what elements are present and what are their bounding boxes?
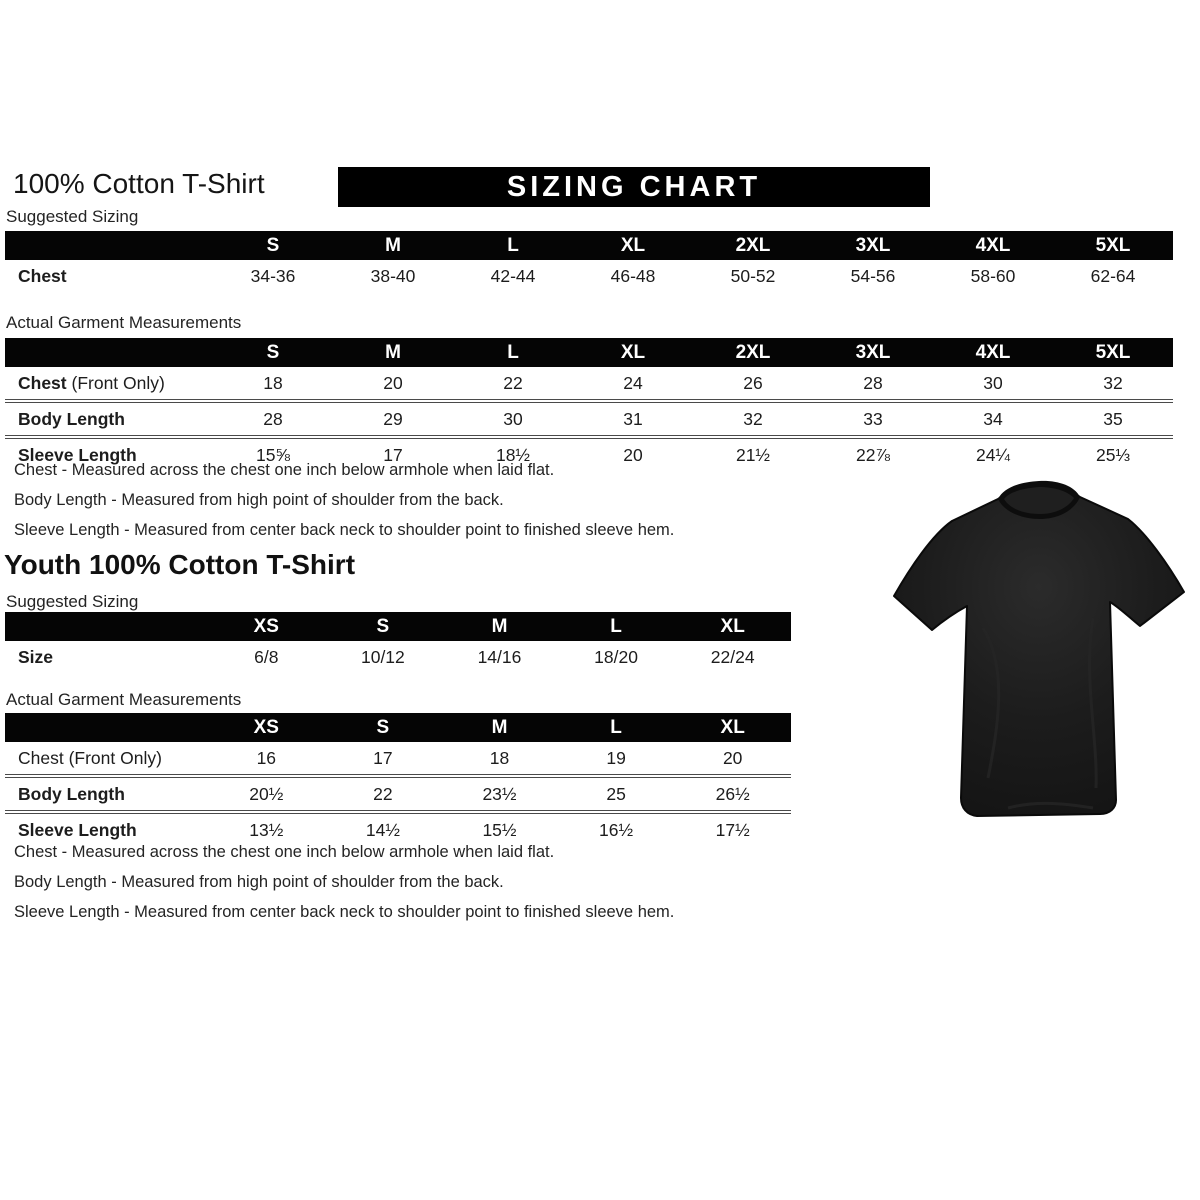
size-value: 24¼ bbox=[975, 444, 1011, 465]
size-value: 20½ bbox=[208, 776, 325, 812]
column-header-3xl: 3XL bbox=[813, 338, 933, 367]
row-label: Sleeve Length bbox=[18, 819, 137, 840]
column-header-m: M bbox=[333, 338, 453, 367]
size-value: 20 bbox=[333, 367, 453, 401]
table-row bbox=[5, 401, 1173, 437]
column-header-s: S bbox=[325, 713, 442, 742]
size-value: 58-60 bbox=[970, 265, 1016, 286]
column-header-2xl: 2XL bbox=[693, 338, 813, 367]
note-sleeve-length: Sleeve Length - Measured from center back neck to shoulder point to finished sleeve hem. bbox=[14, 903, 675, 921]
table-row bbox=[5, 260, 1173, 292]
size-value: 30 bbox=[933, 367, 1053, 401]
size-value: 29 bbox=[333, 401, 453, 437]
size-table bbox=[5, 338, 1173, 471]
size-value: 26½ bbox=[674, 776, 791, 812]
column-header-s: S bbox=[213, 338, 333, 367]
size-value: 17 bbox=[383, 444, 403, 465]
size-value: 31 bbox=[573, 401, 693, 437]
column-header-5xl: 5XL bbox=[1053, 231, 1173, 260]
table-row bbox=[5, 776, 791, 812]
size-value: 22 bbox=[325, 776, 442, 812]
size-value: 18 bbox=[213, 367, 333, 401]
row-label: Chest bbox=[18, 265, 67, 286]
size-value: 18/20 bbox=[594, 646, 638, 667]
size-value: 25 bbox=[558, 776, 675, 812]
tshirt-image bbox=[888, 476, 1190, 832]
note-body-length: Body Length - Measured from high point of shoulder from the back. bbox=[14, 873, 504, 891]
size-value: 30 bbox=[453, 401, 573, 437]
size-table bbox=[5, 713, 791, 846]
column-header-xs: XS bbox=[208, 713, 325, 742]
youth-suggested-sizing-table bbox=[5, 612, 791, 673]
size-value: 18 bbox=[441, 742, 558, 776]
youth-actual-measurements-label: Actual Garment Measurements bbox=[6, 690, 242, 709]
black-tshirt-photo bbox=[888, 476, 1190, 832]
table-header-row bbox=[5, 231, 1173, 260]
table-header-row bbox=[5, 612, 791, 641]
table-header-spacer bbox=[5, 612, 208, 641]
tshirt-body bbox=[894, 489, 1184, 816]
adult-actual-measurements-label: Actual Garment Measurements bbox=[6, 313, 242, 332]
column-header-m: M bbox=[441, 713, 558, 742]
column-header-2xl: 2XL bbox=[693, 231, 813, 260]
column-header-xs: XS bbox=[208, 612, 325, 641]
column-header-4xl: 4XL bbox=[933, 338, 1053, 367]
table-row bbox=[5, 812, 791, 846]
row-label: Sleeve Length bbox=[18, 444, 137, 465]
size-value: 22⅞ bbox=[855, 444, 891, 465]
column-header-xl: XL bbox=[674, 713, 791, 742]
size-value: 46-48 bbox=[610, 265, 656, 286]
column-header-xl: XL bbox=[674, 612, 791, 641]
adult-suggested-sizing-table bbox=[5, 231, 1173, 292]
size-table bbox=[5, 231, 1173, 292]
size-value: 50-52 bbox=[730, 265, 776, 286]
size-value: 17½ bbox=[715, 819, 750, 840]
column-header-xl: XL bbox=[573, 338, 693, 367]
youth-suggested-sizing-label: Suggested Sizing bbox=[6, 592, 139, 611]
row-label: Chest (Front Only) bbox=[5, 367, 213, 401]
sizing-chart-banner: SIZING CHART bbox=[338, 167, 930, 207]
size-value: 21½ bbox=[735, 444, 771, 465]
size-value: 19 bbox=[558, 742, 675, 776]
column-header-m: M bbox=[441, 612, 558, 641]
size-table bbox=[5, 612, 791, 673]
note-body-length: Body Length - Measured from high point of shoulder from the back. bbox=[14, 491, 504, 509]
table-header-spacer bbox=[5, 231, 213, 260]
table-header-spacer bbox=[5, 713, 208, 742]
size-value: 54-56 bbox=[850, 265, 896, 286]
size-value: 17 bbox=[325, 742, 442, 776]
size-value: 32 bbox=[693, 401, 813, 437]
size-value: 28 bbox=[213, 401, 333, 437]
column-header-xl: XL bbox=[573, 231, 693, 260]
youth-actual-measurements-table bbox=[5, 713, 791, 846]
size-value: 42-44 bbox=[490, 265, 536, 286]
column-header-l: L bbox=[453, 338, 573, 367]
adult-suggested-sizing-label: Suggested Sizing bbox=[6, 207, 139, 226]
column-header-l: L bbox=[558, 612, 675, 641]
adult-measurement-notes bbox=[14, 461, 674, 551]
youth-section-title: Youth 100% Cotton T-Shirt bbox=[4, 549, 356, 580]
column-header-s: S bbox=[325, 612, 442, 641]
size-value: 15½ bbox=[482, 819, 517, 840]
size-value: 6/8 bbox=[254, 646, 279, 667]
size-value: 20 bbox=[674, 742, 791, 776]
size-value: 25⅓ bbox=[1095, 444, 1131, 465]
size-value: 18½ bbox=[495, 444, 531, 465]
size-value: 34-36 bbox=[250, 265, 296, 286]
row-label: Body Length bbox=[5, 776, 208, 812]
row-label: Chest (Front Only) bbox=[5, 742, 208, 776]
size-value: 24 bbox=[573, 367, 693, 401]
column-header-3xl: 3XL bbox=[813, 231, 933, 260]
column-header-l: L bbox=[453, 231, 573, 260]
size-value: 28 bbox=[813, 367, 933, 401]
youth-measurement-notes bbox=[14, 843, 674, 933]
size-value: 26 bbox=[693, 367, 813, 401]
table-header-row bbox=[5, 713, 791, 742]
size-value: 13½ bbox=[249, 819, 284, 840]
size-value: 32 bbox=[1053, 367, 1173, 401]
size-value: 62-64 bbox=[1090, 265, 1136, 286]
column-header-s: S bbox=[213, 231, 333, 260]
size-value: 14/16 bbox=[477, 646, 522, 667]
column-header-4xl: 4XL bbox=[933, 231, 1053, 260]
size-value: 10/12 bbox=[360, 646, 405, 667]
size-value: 16 bbox=[208, 742, 325, 776]
size-value: 35 bbox=[1053, 401, 1173, 437]
column-header-m: M bbox=[333, 231, 453, 260]
size-value: 34 bbox=[933, 401, 1053, 437]
size-value: 15⅝ bbox=[255, 444, 291, 465]
note-chest: Chest - Measured across the chest one inch below armhole when laid flat. bbox=[14, 461, 555, 479]
size-value: 14½ bbox=[365, 819, 400, 840]
column-header-l: L bbox=[558, 713, 675, 742]
note-chest: Chest - Measured across the chest one inch below armhole when laid flat. bbox=[14, 843, 555, 861]
table-header-spacer bbox=[5, 338, 213, 367]
size-value: 33 bbox=[813, 401, 933, 437]
size-value: 16½ bbox=[599, 819, 634, 840]
note-sleeve-length: Sleeve Length - Measured from center back neck to shoulder point to finished sleeve hem. bbox=[14, 521, 675, 539]
adult-actual-measurements-table bbox=[5, 338, 1173, 471]
page-title: 100% Cotton T-Shirt bbox=[13, 168, 265, 199]
size-value: 38-40 bbox=[370, 265, 416, 286]
column-header-5xl: 5XL bbox=[1053, 338, 1173, 367]
table-row bbox=[5, 742, 791, 776]
table-header-row bbox=[5, 338, 1173, 367]
table-row bbox=[5, 367, 1173, 401]
row-label: Body Length bbox=[5, 401, 213, 437]
size-value: 23½ bbox=[441, 776, 558, 812]
size-value: 22/24 bbox=[710, 646, 755, 667]
table-row bbox=[5, 641, 791, 673]
size-value: 20 bbox=[623, 444, 643, 465]
row-label: Size bbox=[18, 646, 54, 667]
size-value: 22 bbox=[453, 367, 573, 401]
